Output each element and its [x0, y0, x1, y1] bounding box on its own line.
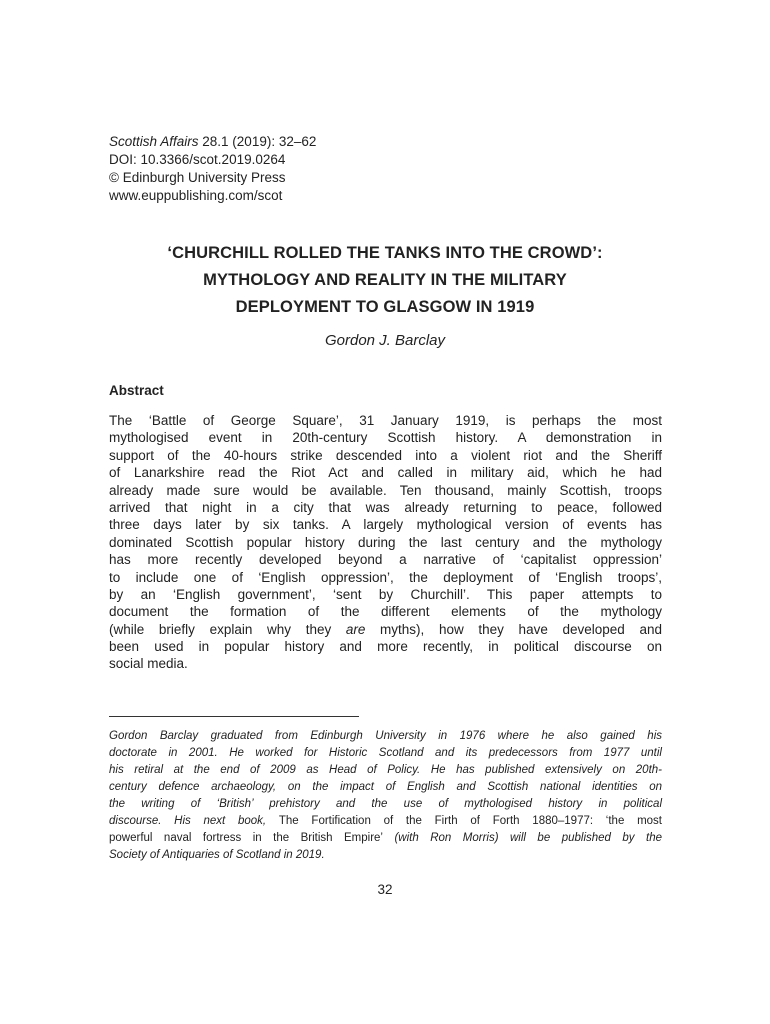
abstract-line: support of the 40-hours strike descended into a violent riot and the Sheriff — [109, 447, 662, 463]
abstract-line: social media. — [109, 656, 188, 672]
footnote-line: century defence archaeology, on the impact of English and Scottish national identities on — [109, 781, 662, 793]
footnote-line: his retiral at the end of 2009 as Head of Policy. He has published extensively on 20th- — [109, 764, 662, 776]
abstract-line: mythologised event in 20th-century Scottish history. A demonstration in — [109, 430, 662, 446]
footnote-line: the writing of ‘British’ prehistory and the use of mythologised history in political — [109, 798, 662, 810]
footnote-line-book — [109, 813, 662, 830]
paper-title — [100, 240, 670, 321]
page-number: 32 — [377, 882, 393, 897]
abstract-body — [109, 412, 662, 673]
footnote-line-6-start: discourse. His next book, — [109, 815, 279, 827]
abstract-line: three days later by six tanks. A largely mythological version of events has — [109, 517, 662, 533]
footnote-line: Society of Antiquaries of Scotland in 2019. — [109, 849, 325, 861]
abstract-line-13-end: myths), how they have developed and — [365, 621, 662, 637]
journal-url: www.euppublishing.com/scot — [109, 188, 283, 203]
book-title-part-1: The Fortification of the Firth of Forth 1880–1977: ‘the most — [278, 815, 662, 827]
copyright-line: © Edinburgh University Press — [109, 170, 286, 185]
author-name: Gordon J. Barclay — [324, 332, 446, 349]
journal-name: Scottish Affairs — [109, 134, 199, 149]
abstract-line-13-start: (while briefly explain why they — [109, 621, 346, 637]
abstract-line: of Lanarkshire read the Riot Act and called in military aid, which he had — [109, 465, 662, 481]
footnote-divider — [109, 716, 359, 717]
title-line-2: MYTHOLOGY AND REALITY IN THE MILITARY — [203, 271, 567, 289]
abstract-line-with-emphasis — [109, 621, 662, 638]
abstract-line: already made sure would be available. Ten thousand, mainly Scottish, troops — [109, 482, 662, 498]
book-title-part-2: powerful naval fortress in the British Empire’ — [109, 832, 383, 844]
footnote-line-book-cont — [109, 830, 662, 847]
footnote-line: Gordon Barclay graduated from Edinburgh University in 1976 where he also gained his — [109, 730, 662, 742]
doi-line: DOI: 10.3366/scot.2019.0264 — [109, 152, 286, 167]
abstract-line: been used in popular history and more recently, in political discourse on — [109, 639, 662, 655]
footnote-line: doctorate in 2001. He worked for Historic Scotland and its predecessors from 1977 until — [109, 747, 662, 759]
abstract-heading: Abstract — [109, 383, 164, 398]
journal-issue-pages: 28.1 (2019): 32–62 — [198, 134, 317, 149]
title-line-1: ‘CHURCHILL ROLLED THE TANKS INTO THE CROWD’: — [167, 244, 603, 262]
abstract-line: document the formation of the different elements of the mythology — [109, 604, 662, 620]
abstract-line: The ‘Battle of George Square’, 31 January 1919, is perhaps the most — [109, 413, 662, 428]
author-footnote — [109, 728, 662, 864]
abstract-line: by an ‘English government’, ‘sent by Churchill’. This paper attempts to — [109, 586, 662, 602]
abstract-emphasis: are — [345, 621, 366, 637]
abstract-line: has more recently developed beyond a narrative of ‘capitalist oppression’ — [109, 552, 662, 568]
abstract-line: dominated Scottish popular history during the last century and the mythology — [109, 534, 662, 550]
citation-block — [109, 133, 316, 205]
citation-journal-line — [109, 133, 316, 151]
abstract-line: to include one of ‘English oppression’, the deployment of ‘English troops’, — [109, 569, 662, 585]
footnote-line-7-end: (with Ron Morris) will be published by the — [382, 832, 662, 844]
title-line-3: DEPLOYMENT TO GLASGOW IN 1919 — [235, 298, 535, 316]
abstract-line: arrived that night in a city that was already returning to peace, followed — [109, 499, 662, 515]
